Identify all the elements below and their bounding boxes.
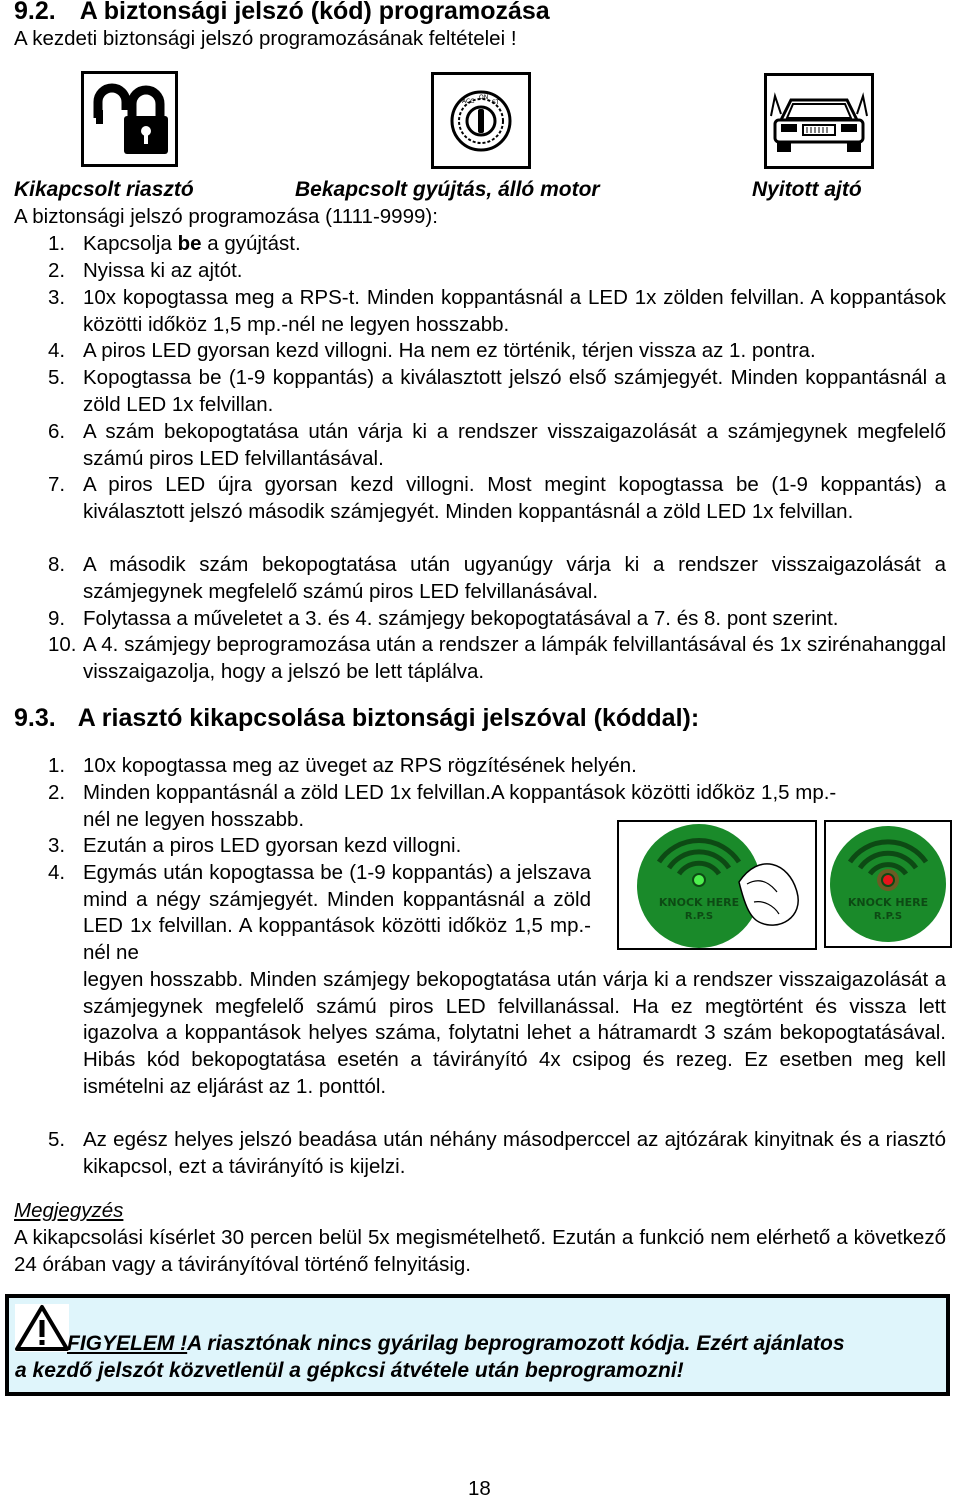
- step-9-3-2: 2. Minden koppantásnál a zöld LED 1x felvillan.A koppantások közötti időköz 1,5 mp.- nél ne legyen hosszabb.: [48, 781, 837, 831]
- padlock-open-icon: [81, 71, 178, 167]
- sticker-red-line2: R.P.S: [873, 911, 903, 922]
- icon-label-door-open: Nyitott ajtó: [752, 178, 862, 201]
- svg-text:ST: ST: [492, 99, 500, 106]
- step-9-2-3: 3. 10x kopogtassa meg a RPS-t. Minden koppantásnál a LED 1x zölden felvillan. A koppantások közötti időköz 1,5 mp.-nél ne legyen hosszabb.: [48, 286, 946, 336]
- icon-label-alarm-off: Kikapcsolt riasztó: [14, 178, 194, 201]
- warning-line-2: a kezdő jelszót közvetlenül a gépkcsi átvétele után beprogramozni!: [15, 1359, 684, 1382]
- step-9-2-6: 6. A szám bekopogtatása után várja ki a rendszer visszaigazolását a számjegynek megfelelő számú piros LED felvillantásával.: [48, 420, 946, 470]
- section-9-3-heading: 9.3. A riasztó kikapcsolása biztonsági jelszóval (kóddal):: [14, 704, 700, 732]
- note-heading: Megjegyzés: [14, 1199, 124, 1222]
- step-9-3-5: 5. Az egész helyes jelszó beadása után néhány másodperccel az ajtózárak kinyitnak és a riasztó kikapcsol, ezt a távirányító is kijelzi.: [48, 1128, 946, 1178]
- sticker-green-line1: KNOCK HERE: [658, 896, 740, 909]
- step-9-2-5: 5. Kopogtassa be (1-9 koppantás) a kiválasztott jelszó első számjegyét. Minden koppantásnál a zöld LED 1x felvillan.: [48, 366, 946, 416]
- knock-sticker-green: [617, 820, 817, 950]
- step-9-2-10: 10. A 4. számjegy beprogramozása után a rendszer a lámpák felvillantásával és 1x szirénahanggal visszaigazolja, hogy a jelszó be lett táplálva.: [48, 633, 946, 683]
- svg-text:ACC: ACC: [462, 98, 475, 105]
- step-9-2-9: 9. Folytassa a műveletet a 3. és 4. számjegy bekopogtatásával a 7. és 8. pont szerint.: [48, 607, 839, 630]
- icon-label-ignition-on: Bekapcsolt gyújtás, álló motor: [295, 178, 600, 201]
- svg-text:ON: ON: [479, 94, 489, 101]
- step-9-2-4: 4. A piros LED gyorsan kezd villogni. Ha nem ez történik, térjen vissza az 1. pontra.: [48, 339, 816, 362]
- step-9-3-3: 3. Ezután a piros LED gyorsan kezd villogni.: [48, 834, 462, 857]
- sticker-red-line1: KNOCK HERE: [847, 896, 929, 909]
- section-9-2-intro: A kezdeti biztonsági jelszó programozásának feltételei !: [14, 27, 517, 50]
- ignition-switch-icon: [431, 72, 531, 169]
- step-9-2-8: 8. A második szám bekopogtatása után ugyanúgy várja ki a rendszer visszaigazolását a számjegynek megfelelő számú piros LED felvillanásával.: [48, 553, 946, 603]
- step-9-3-4: 4. Egymás után kopogtassa be (1-9 koppantás) a jelszava mind a négy számjegyét. Minden koppantásnál a zöld LED 1x felvillan. A koppantások közötti időköz 1,5 mp.-nél ne legyen hosszabb. Minden számjegy bekopogtatása után várja ki a rendszer visszaigazolását a számjegynek megfelelő számú piros LED felvillanással. Ha ez megtörtént és vissza lett igazolva a koppantások helyes száma, folytatni lehet a hátramardt 3 szám bekopogtatásával. Hibás kód bekopogtatása esetén a távirányító 4x csipog és rezeg. Ez esetben meg kell ismételni az eljárást az 1. ponttól.: [48, 861, 946, 1098]
- warning-line-1: FIGYELEM !A riasztónak nincs gyárilag beprogramozott kódja. Ezért ajánlatos: [67, 1332, 845, 1355]
- page-number: 18: [468, 1477, 491, 1500]
- program-intro: A biztonsági jelszó programozása (1111-9999):: [14, 205, 438, 228]
- warning-box: [5, 1294, 950, 1396]
- warning-triangle-icon: [15, 1304, 69, 1352]
- step-9-2-7: 7. A piros LED újra gyorsan kezd villogni. Most megint kopogtassa be (1-9 koppantás) a kiválasztott jelszó második számjegyét. Minden koppantásnál a zöld LED 1x felvillan.: [48, 473, 946, 523]
- step-9-2-2: 2. Nyissa ki az ajtót.: [48, 259, 243, 282]
- car-open-doors-icon: [764, 73, 874, 169]
- step-9-2-1: 1. Kapcsolja be a gyújtást.: [48, 232, 301, 255]
- section-9-2-heading: 9.2. A biztonsági jelszó (kód) programozása: [14, 0, 550, 25]
- step-9-3-1: 1. 10x kopogtassa meg az üveget az RPS rögzítésének helyén.: [48, 754, 637, 777]
- sticker-green-line2: R.P.S: [684, 911, 714, 922]
- knock-sticker-red: [824, 820, 952, 948]
- note-text: A kikapcsolási kísérlet 30 percen belül 5x megismételhető. Ezután a funkció nem elérhető a következő 24 órában vagy a távirányítóval történő felnyitásig.: [14, 1226, 946, 1276]
